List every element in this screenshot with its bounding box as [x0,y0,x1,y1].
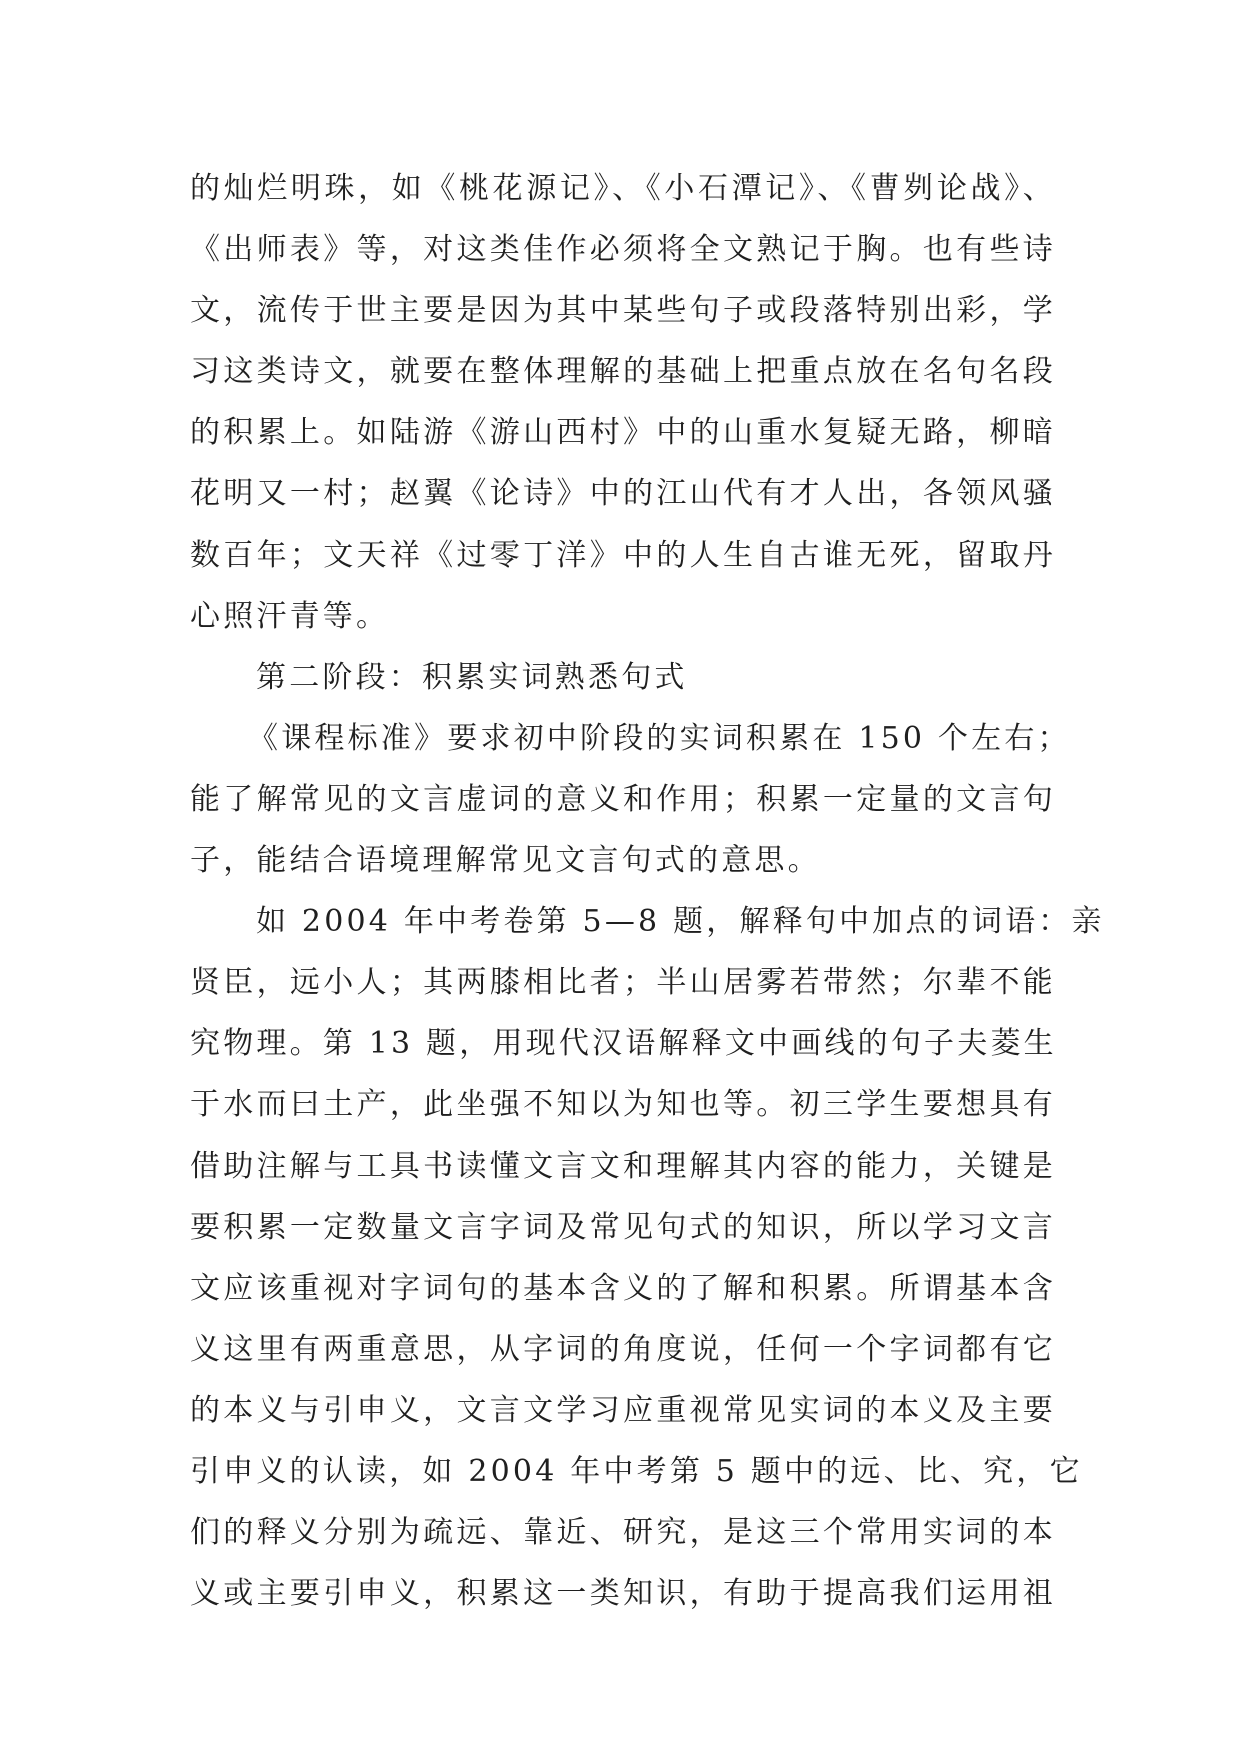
document-body [190,158,1105,1624]
text-line: 借助注解与工具书读懂文言文和理解其内容的能力，关键是 [190,1148,1056,1184]
text-line: 文应该重视对字词句的基本含义的了解和积累。所谓基本含 [190,1270,1056,1306]
text-line: 义或主要引申义，积累这一类知识，有助于提高我们运用祖 [190,1576,1056,1612]
text-line: 引申义的认读，如 2004 年中考第 5 题中的远、比、究，它 [190,1453,1083,1489]
text-line: 贤臣，远小人；其两膝相比者；半山居雾若带然；尔辈不能 [190,965,1056,1001]
text-line: 的本义与引申义，文言文学习应重视常见实词的本义及主要 [190,1392,1056,1428]
text-line: 们的释义分别为疏远、靠近、研究，是这三个常用实词的本 [190,1515,1056,1551]
text-line: 花明又一村；赵翼《论诗》中的江山代有才人出，各领风骚 [190,476,1056,512]
text-line: 究物理。第 13 题，用现代汉语解释文中画线的句子夫菱生 [190,1026,1057,1062]
section-heading: 第二阶段：积累实词熟悉句式 [256,659,688,695]
text-line: 《课程标准》要求初中阶段的实词积累在 150 个左右； [248,720,1071,756]
text-line: 文，流传于世主要是因为其中某些句子或段落特别出彩，学 [190,293,1056,329]
section-heading-stage-two [190,647,1056,708]
text-line: 《出师表》等，对这类佳作必须将全文熟记于胸。也有些诗 [190,232,1056,268]
text-line: 心照汗青等。 [190,598,390,634]
text-line: 子，能结合语境理解常见文言句式的意思。 [190,843,821,879]
text-line: 义这里有两重意思，从字词的角度说，任何一个字词都有它 [190,1331,1056,1367]
text-line: 的灿烂明珠，如《桃花源记》、《小石潭记》、《曹刿论战》、 [190,171,1056,206]
text-line: 习这类诗文，就要在整体理解的基础上把重点放在名句名段 [190,354,1056,390]
paragraph-exam-example [190,891,1105,1624]
text-line: 要积累一定数量文言字词及常见句式的知识，所以学习文言 [190,1209,1056,1245]
text-line: 数百年；文天祥《过零丁洋》中的人生自古谁无死，留取丹 [190,537,1056,573]
text-line: 的积累上。如陆游《游山西村》中的山重水复疑无路，柳暗 [190,415,1056,451]
paragraph-curriculum-standard [190,708,1071,891]
paragraph-continued [190,158,1056,647]
text-line: 能了解常见的文言虚词的意义和作用；积累一定量的文言句 [190,781,1056,817]
text-line: 如 2004 年中考卷第 5—8 题，解释句中加点的词语：亲 [256,904,1105,940]
text-line: 于水而曰土产，此坐强不知以为知也等。初三学生要想具有 [190,1087,1056,1123]
